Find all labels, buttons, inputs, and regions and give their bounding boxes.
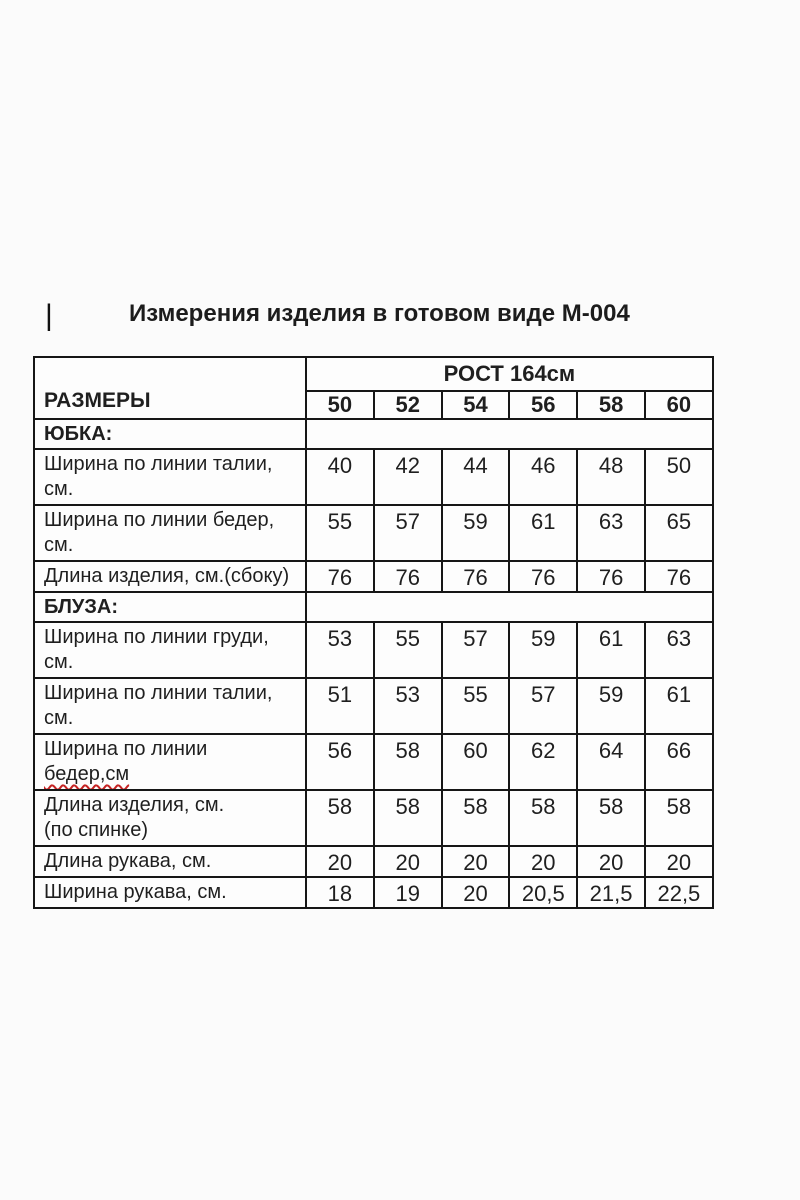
value-cell: 63 (577, 505, 645, 561)
table-header (34, 357, 713, 419)
value-cell: 66 (645, 734, 713, 790)
value-cell: 61 (577, 622, 645, 678)
table-row (34, 505, 713, 561)
height-header-label: РОСТ 164см (306, 357, 713, 391)
value-cell: 55 (306, 505, 374, 561)
value-cell: 59 (442, 505, 510, 561)
section-label: ЮБКА: (34, 419, 306, 449)
row-label-line: см. (44, 651, 74, 673)
value-cell: 76 (645, 561, 713, 592)
value-cell: 57 (509, 678, 577, 734)
row-label (34, 505, 306, 561)
value-cell: 58 (374, 734, 442, 790)
table-row (34, 622, 713, 678)
value-cell: 20,5 (509, 877, 577, 908)
value-cell: 76 (306, 561, 374, 592)
value-cell: 76 (509, 561, 577, 592)
text-cursor-mark: | (45, 299, 53, 332)
size-col-header: 52 (374, 391, 442, 419)
row-label-line: см. (44, 707, 74, 729)
value-cell: 58 (509, 790, 577, 846)
size-table-body (34, 419, 713, 908)
row-label-line: Ширина по линии талии, (44, 682, 273, 704)
row-label-line: Длина изделия, см. (44, 794, 225, 816)
value-cell: 48 (577, 449, 645, 505)
value-cell: 59 (509, 622, 577, 678)
value-cell: 56 (306, 734, 374, 790)
value-cell: 50 (645, 449, 713, 505)
row-label-line: Длина рукава, см. (44, 850, 212, 872)
value-cell: 64 (577, 734, 645, 790)
table-row (34, 678, 713, 734)
section-empty-cell (306, 419, 713, 449)
row-label-line: Ширина по линии талии, (44, 453, 273, 475)
size-col-header: 50 (306, 391, 374, 419)
size-col-header: 56 (509, 391, 577, 419)
value-cell: 55 (374, 622, 442, 678)
value-cell: 46 (509, 449, 577, 505)
row-label (34, 449, 306, 505)
table-row (34, 790, 713, 846)
value-cell: 58 (577, 790, 645, 846)
sizes-corner-label: РАЗМЕРЫ (34, 357, 306, 419)
value-cell: 18 (306, 877, 374, 908)
table-row (34, 877, 713, 908)
value-cell: 62 (509, 734, 577, 790)
row-label-line: Ширина по линии бедер, (44, 509, 275, 531)
value-cell: 22,5 (645, 877, 713, 908)
size-col-header: 58 (577, 391, 645, 419)
size-col-header: 60 (645, 391, 713, 419)
value-cell: 76 (374, 561, 442, 592)
value-cell: 58 (306, 790, 374, 846)
table-row (34, 734, 713, 790)
section-empty-cell (306, 592, 713, 622)
value-cell: 55 (442, 678, 510, 734)
value-cell: 20 (306, 846, 374, 877)
row-label (34, 678, 306, 734)
value-cell: 20 (645, 846, 713, 877)
value-cell: 57 (442, 622, 510, 678)
table-row (34, 846, 713, 877)
value-cell: 40 (306, 449, 374, 505)
height-header-row (34, 357, 713, 391)
row-label-line: Ширина по линии груди, (44, 626, 269, 648)
value-cell: 21,5 (577, 877, 645, 908)
value-cell: 20 (577, 846, 645, 877)
value-cell: 76 (577, 561, 645, 592)
value-cell: 61 (509, 505, 577, 561)
measurements-table (33, 356, 714, 909)
section-row (34, 419, 713, 449)
value-cell: 65 (645, 505, 713, 561)
row-label-line: Длина изделия, см.(сбоку) (44, 565, 290, 587)
value-cell: 59 (577, 678, 645, 734)
value-cell: 51 (306, 678, 374, 734)
value-cell: 58 (645, 790, 713, 846)
row-label (34, 846, 306, 877)
value-cell: 63 (645, 622, 713, 678)
page-title: Измерения изделия в готовом виде М-004 (129, 300, 630, 327)
section-label: БЛУЗА: (34, 592, 306, 622)
value-cell: 19 (374, 877, 442, 908)
row-label-line-misspelled: бедер,см (44, 763, 130, 785)
value-cell: 60 (442, 734, 510, 790)
value-cell: 20 (509, 846, 577, 877)
value-cell: 42 (374, 449, 442, 505)
table-row (34, 561, 713, 592)
row-label (34, 790, 306, 846)
value-cell: 20 (442, 846, 510, 877)
row-label-line: см. (44, 534, 74, 556)
value-cell: 20 (374, 846, 442, 877)
row-label-line: (по спинке) (44, 819, 148, 841)
value-cell: 20 (442, 877, 510, 908)
value-cell: 44 (442, 449, 510, 505)
row-label-line: см. (44, 478, 74, 500)
value-cell: 58 (374, 790, 442, 846)
row-label-line: Ширина рукава, см. (44, 881, 227, 903)
row-label (34, 734, 306, 790)
row-label-line: Ширина по линии (44, 738, 208, 760)
size-col-header: 54 (442, 391, 510, 419)
row-label (34, 561, 306, 592)
value-cell: 53 (306, 622, 374, 678)
row-label (34, 877, 306, 908)
table-row (34, 449, 713, 505)
value-cell: 58 (442, 790, 510, 846)
section-row (34, 592, 713, 622)
value-cell: 61 (645, 678, 713, 734)
row-label (34, 622, 306, 678)
value-cell: 57 (374, 505, 442, 561)
value-cell: 76 (442, 561, 510, 592)
value-cell: 53 (374, 678, 442, 734)
